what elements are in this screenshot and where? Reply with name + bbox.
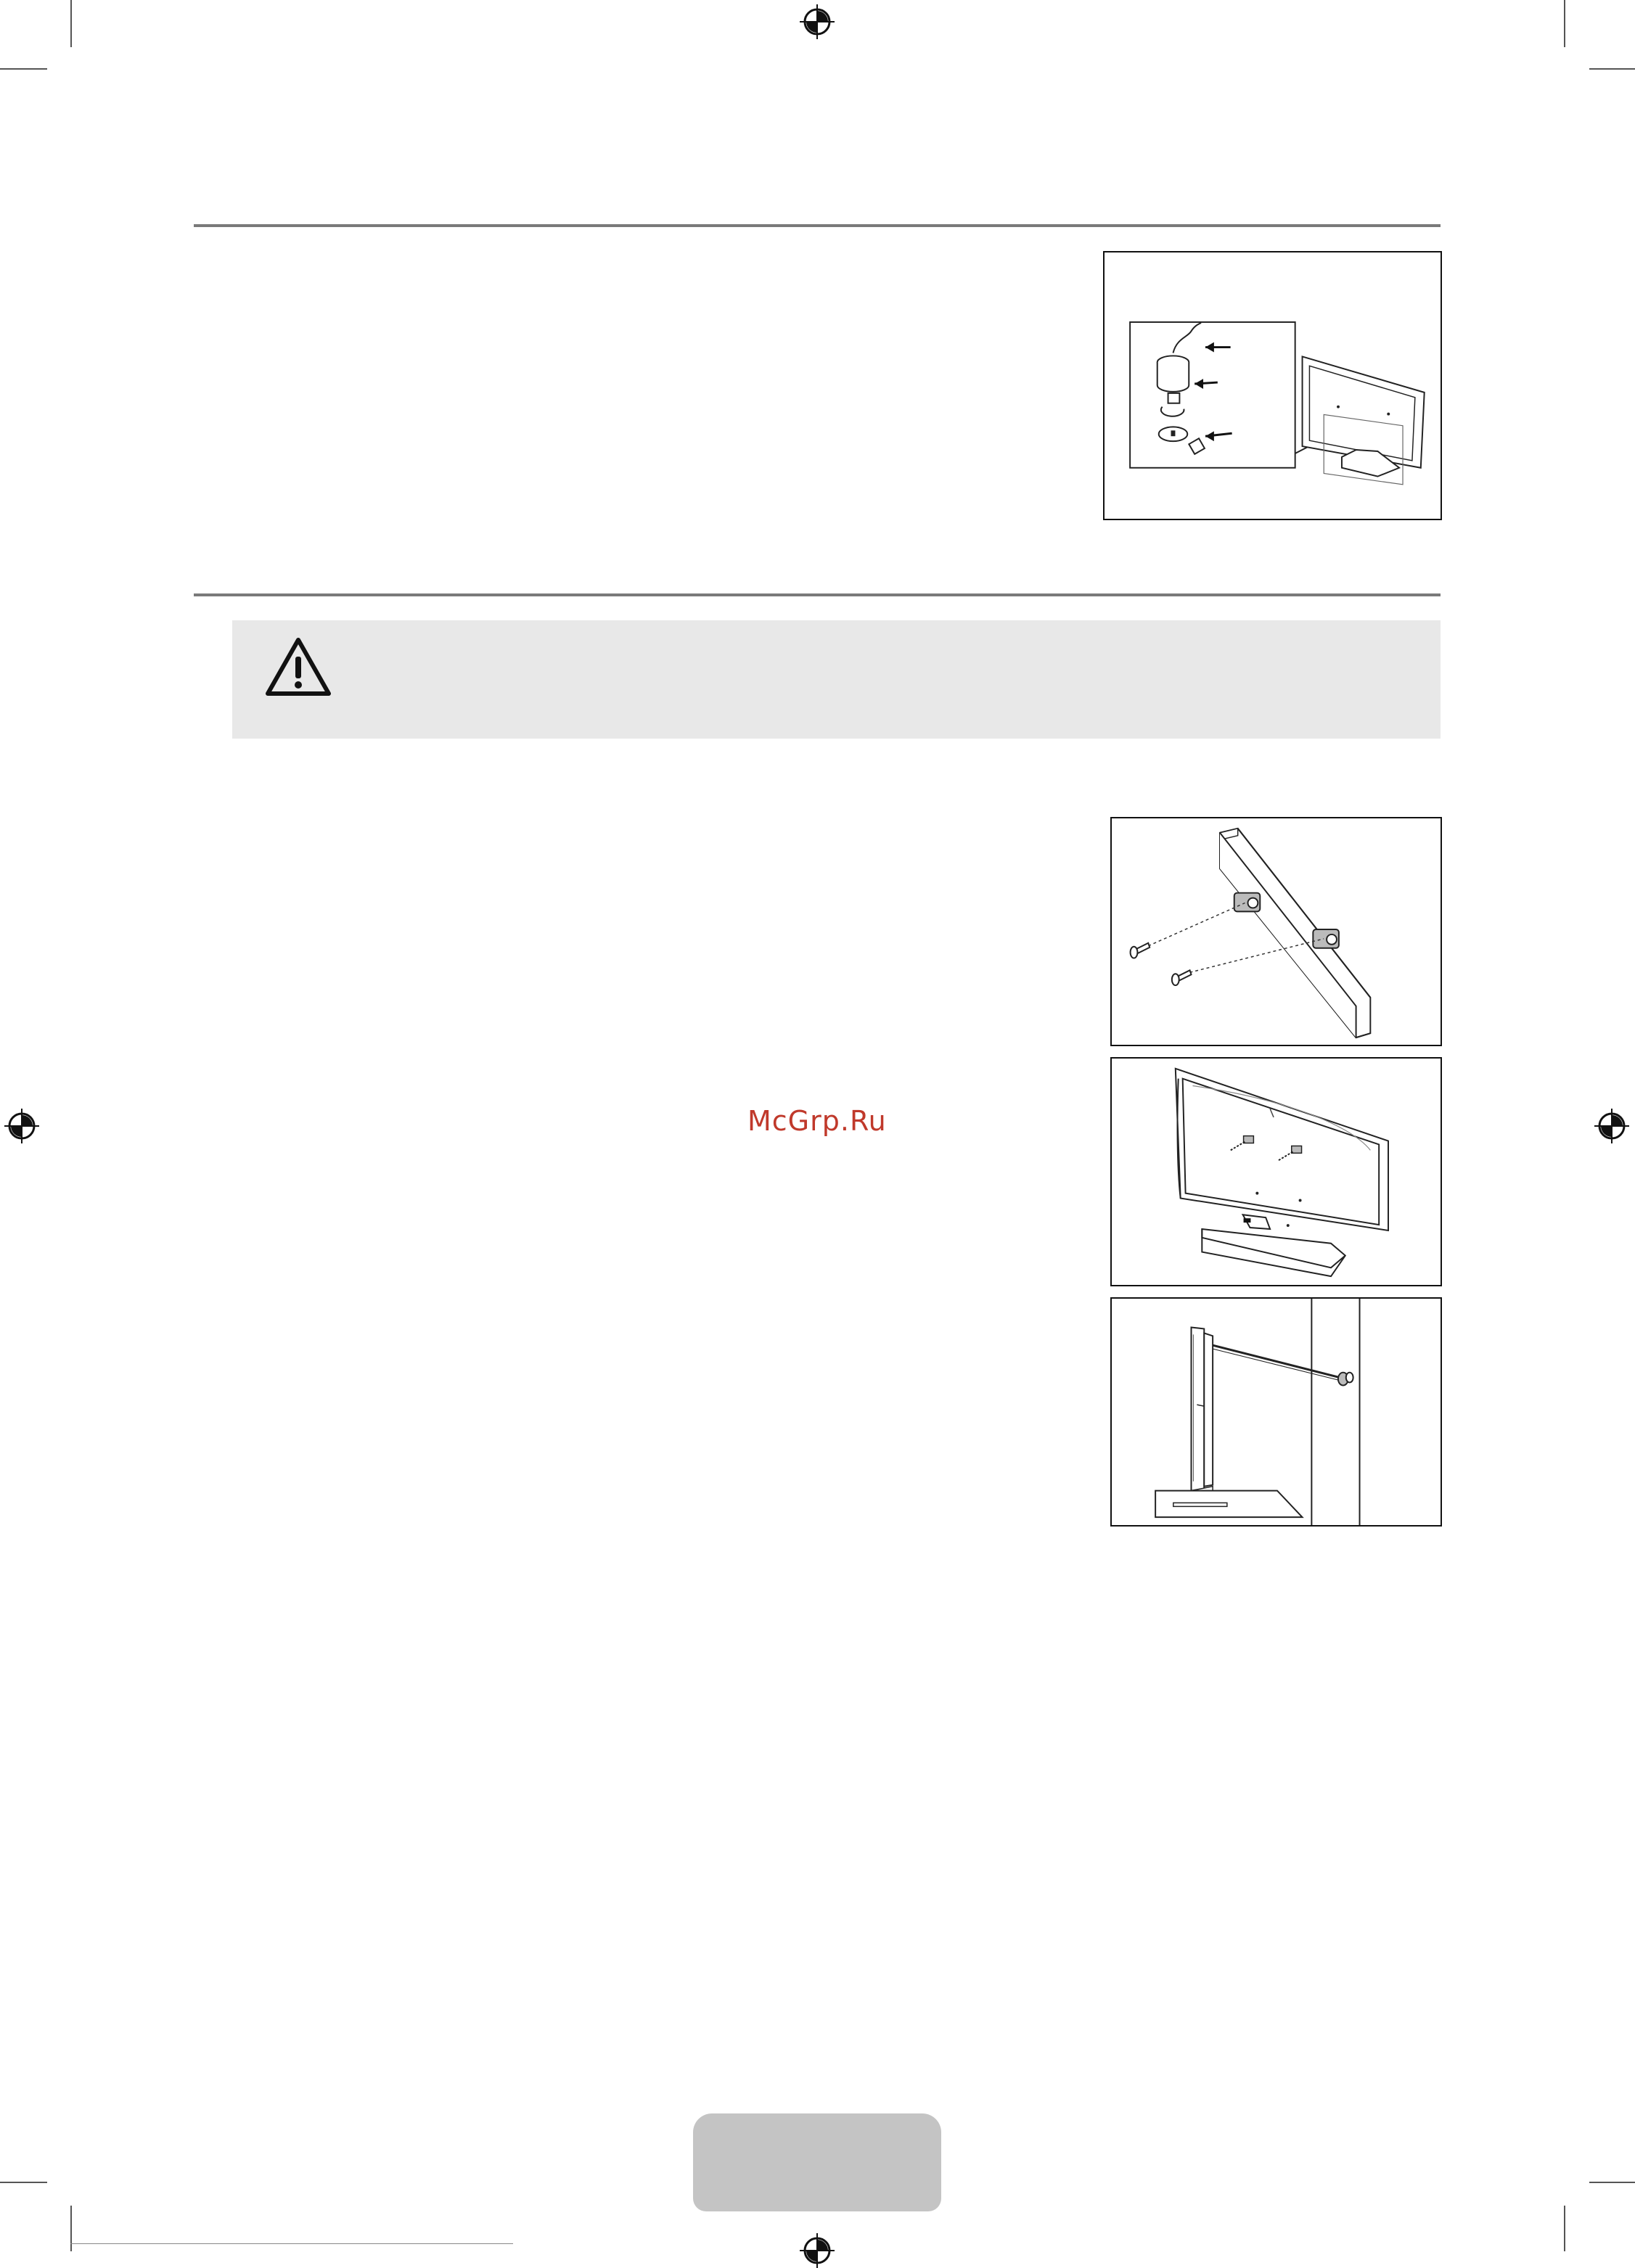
- crosshair-registration-icon: [800, 4, 835, 39]
- crop-mark-top-left-h: [0, 68, 47, 70]
- crop-mark-bottom-left-v: [70, 2206, 72, 2251]
- crosshair-registration-icon: [1594, 1109, 1629, 1143]
- crosshair-registration-icon: [4, 1109, 39, 1143]
- crop-mark-top-right-h: [1589, 68, 1635, 70]
- page-number-tab: [693, 2113, 941, 2211]
- crop-mark-bottom-left-h: [0, 2182, 47, 2183]
- tv-rear-screws-figure: [1110, 1057, 1442, 1286]
- section-divider-top: [194, 224, 1441, 227]
- crop-mark-top-left-v: [70, 0, 72, 47]
- crop-mark-bottom-right-h: [1589, 2182, 1635, 2183]
- crop-mark-top-right-v: [1564, 0, 1565, 47]
- watermark-text: McGrp.Ru: [747, 1105, 887, 1137]
- bottom-trim-line: [70, 2243, 513, 2244]
- wall-bracket-figure: [1110, 817, 1442, 1046]
- kensington-lock-figure: [1103, 251, 1442, 520]
- section-divider-middle: [194, 593, 1441, 596]
- warning-triangle-icon: [264, 636, 332, 697]
- caution-box: [232, 620, 1441, 739]
- tv-wall-string-figure: [1110, 1297, 1442, 1527]
- crosshair-registration-icon: [800, 2233, 835, 2268]
- crop-mark-bottom-right-v: [1564, 2206, 1565, 2251]
